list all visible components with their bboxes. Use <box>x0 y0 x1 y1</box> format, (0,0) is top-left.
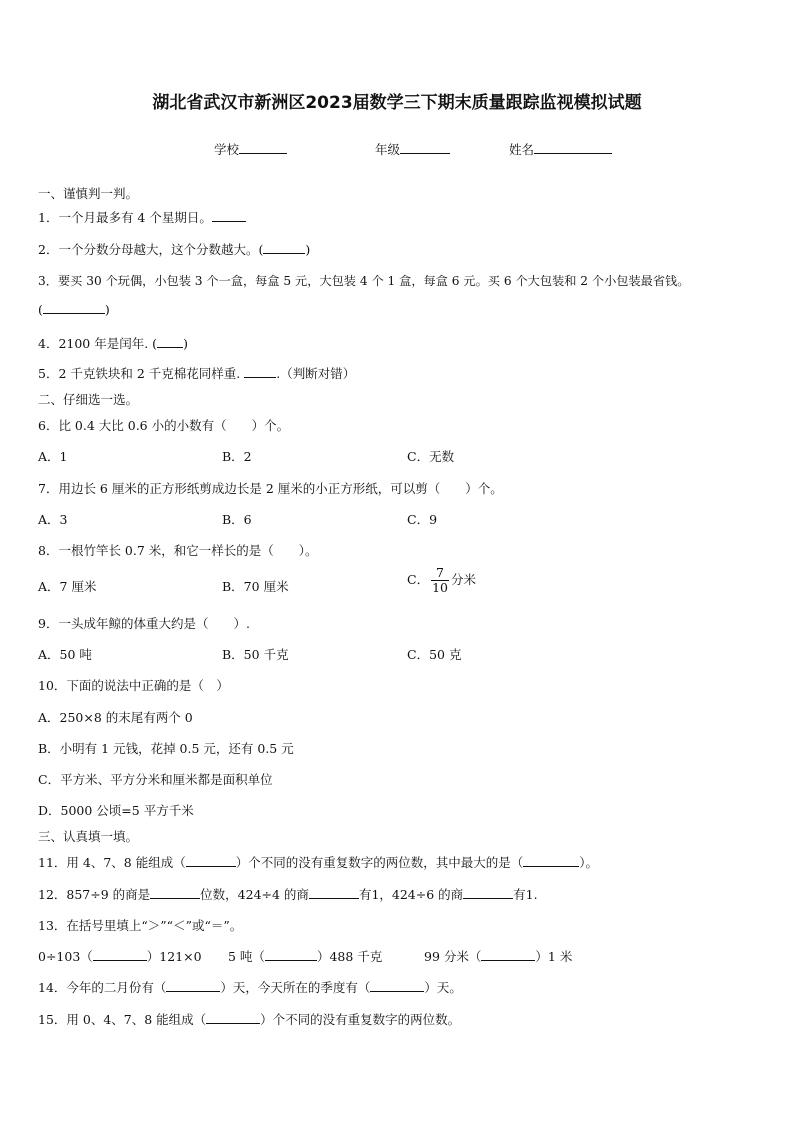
school-blank[interactable] <box>239 153 287 154</box>
question-4 <box>38 334 188 352</box>
comparison-1 <box>38 947 202 965</box>
name-field <box>509 140 612 158</box>
option-8-c-unit: 分米 <box>450 572 476 587</box>
question-14-mid: ）天，今天所在的季度有（ <box>220 980 371 995</box>
answer-blank-3[interactable] <box>43 313 105 314</box>
option-8-a[interactable]: A．7 厘米 <box>38 579 97 594</box>
question-3: 3．要买 30 个玩偶，小包装 3 个一盒，每盒 5 元，大包装 4 个 1 盒，每盒 6 元。买 6 个大包装和 2 个小包装最省钱。 <box>38 274 690 288</box>
question-12 <box>38 885 538 903</box>
name-blank[interactable] <box>534 153 612 154</box>
answer-blank-12a[interactable] <box>150 898 200 899</box>
option-7-a[interactable]: A．3 <box>38 512 68 527</box>
answer-blank-4[interactable] <box>157 347 183 348</box>
option-6-a[interactable]: A．1 <box>38 449 68 464</box>
option-6-b[interactable]: B．2 <box>222 449 252 464</box>
question-12-end: 有1. <box>513 887 538 902</box>
answer-blank-12c[interactable] <box>463 898 513 899</box>
question-8: 8．一根竹竿长 0.7 米，和它一样长的是（ ）。 <box>38 543 318 558</box>
grade-label: 年级 <box>375 142 401 157</box>
question-14 <box>38 978 462 996</box>
section-heading-1: 一、谨慎判一判。 <box>38 186 139 201</box>
question-1 <box>38 208 246 226</box>
option-8-c-label: C． <box>407 572 430 587</box>
school-label: 学校 <box>214 142 240 157</box>
question-12-text: 12．857÷9 的商是 <box>38 887 151 902</box>
option-9-a[interactable]: A．50 吨 <box>38 647 92 662</box>
question-5-text: 5．2 千克铁块和 2 千克棉花同样重. <box>38 366 245 381</box>
grade-blank[interactable] <box>400 153 450 154</box>
page-title: 湖北省武汉市新洲区2023届数学三下期末质量跟踪监视模拟试题 <box>152 93 642 113</box>
question-10: 10．下面的说法中正确的是（ ） <box>38 678 229 693</box>
question-4-close: ) <box>183 336 188 351</box>
option-9-b[interactable]: B．50 千克 <box>222 647 289 662</box>
fraction <box>431 566 449 595</box>
option-7-b[interactable]: B．6 <box>222 512 252 527</box>
question-11 <box>38 853 598 871</box>
comparison-3-left: 99 分米（ <box>424 949 482 964</box>
question-15-end: ）个不同的没有重复数字的两位数。 <box>260 1012 461 1027</box>
answer-blank-13a[interactable] <box>93 960 147 961</box>
question-9: 9．一头成年鲸的体重大约是（ ）. <box>38 616 250 631</box>
answer-blank-11b[interactable] <box>523 866 579 867</box>
answer-blank-13b[interactable] <box>265 960 317 961</box>
question-3-answer <box>38 302 110 317</box>
option-10-d[interactable]: D．5000 公顷=5 平方千米 <box>38 803 194 818</box>
fraction-denominator: 10 <box>432 580 448 595</box>
question-5-suffix: .（判断对错） <box>276 366 356 381</box>
option-10-b[interactable]: B．小明有 1 元钱，花掉 0.5 元，还有 0.5 元 <box>38 741 294 756</box>
comparison-3-right: ）1 米 <box>535 949 573 964</box>
question-11-end: ）。 <box>579 855 598 870</box>
section-heading-3: 三、认真填一填。 <box>38 829 139 844</box>
question-15-text: 15．用 0、4、7、8 能组成（ <box>38 1012 207 1027</box>
school-field <box>214 140 287 158</box>
comparison-2-left: 5 吨（ <box>228 949 265 964</box>
answer-blank-11a[interactable] <box>186 866 236 867</box>
question-14-end: ）天。 <box>424 980 462 995</box>
question-1-text: 1．一个月最多有 4 个星期日。 <box>38 210 212 225</box>
question-11-text: 11．用 4、7、8 能组成（ <box>38 855 186 870</box>
section-heading-2: 二、仔细选一选。 <box>38 392 139 407</box>
question-11-mid: ）个不同的没有重复数字的两位数，其中最大的是（ <box>235 855 524 870</box>
answer-blank-2[interactable] <box>263 253 305 254</box>
comparison-1-right: ）121×0 <box>146 949 202 964</box>
option-10-c[interactable]: C．平方米、平方分米和厘米都是面积单位 <box>38 772 273 787</box>
question-3-close: ) <box>104 302 110 317</box>
answer-blank-15[interactable] <box>206 1023 260 1024</box>
question-3-open: ( <box>38 302 43 317</box>
question-12-mid2: 有1，424÷6 的商 <box>358 887 464 902</box>
question-2-text: 2．一个分数分母越大，这个分数越大。( <box>38 242 264 257</box>
answer-blank-5[interactable] <box>244 377 276 378</box>
question-5 <box>38 364 355 382</box>
answer-blank-13c[interactable] <box>481 960 535 961</box>
question-6: 6．比 0.4 大比 0.6 小的小数有（ ）个。 <box>38 418 290 433</box>
question-2 <box>38 240 310 258</box>
question-13: 13．在括号里填上“＞”“＜”或“＝”。 <box>38 918 243 933</box>
grade-field <box>375 140 450 158</box>
comparison-2-right: ）488 千克 <box>316 949 383 964</box>
comparison-1-left: 0÷103（ <box>38 949 93 964</box>
question-14-text: 14．今年的二月份有（ <box>38 980 167 995</box>
question-15 <box>38 1010 460 1028</box>
question-4-text: 4．2100 年是闰年. ( <box>38 336 158 351</box>
name-label: 姓名 <box>509 142 535 157</box>
option-10-a[interactable]: A．250×8 的末尾有两个 0 <box>38 710 193 725</box>
option-9-c[interactable]: C．50 克 <box>407 647 462 662</box>
fraction-numerator: 7 <box>436 565 444 580</box>
question-12-mid1: 位数，424÷4 的商 <box>200 887 309 902</box>
question-7: 7．用边长 6 厘米的正方形纸剪成边长是 2 厘米的小正方形纸，可以剪（ ）个。 <box>38 481 503 496</box>
option-8-c[interactable] <box>407 566 476 595</box>
comparison-3 <box>424 947 572 965</box>
answer-blank-14b[interactable] <box>370 991 424 992</box>
question-2-close: ) <box>305 242 311 257</box>
option-8-b[interactable]: B．70 厘米 <box>222 579 289 594</box>
answer-blank-14a[interactable] <box>166 991 220 992</box>
answer-blank-12b[interactable] <box>309 898 359 899</box>
answer-blank-1[interactable] <box>212 221 246 222</box>
option-6-c[interactable]: C．无数 <box>407 449 455 464</box>
comparison-2 <box>228 947 382 965</box>
option-7-c[interactable]: C．9 <box>407 512 438 527</box>
